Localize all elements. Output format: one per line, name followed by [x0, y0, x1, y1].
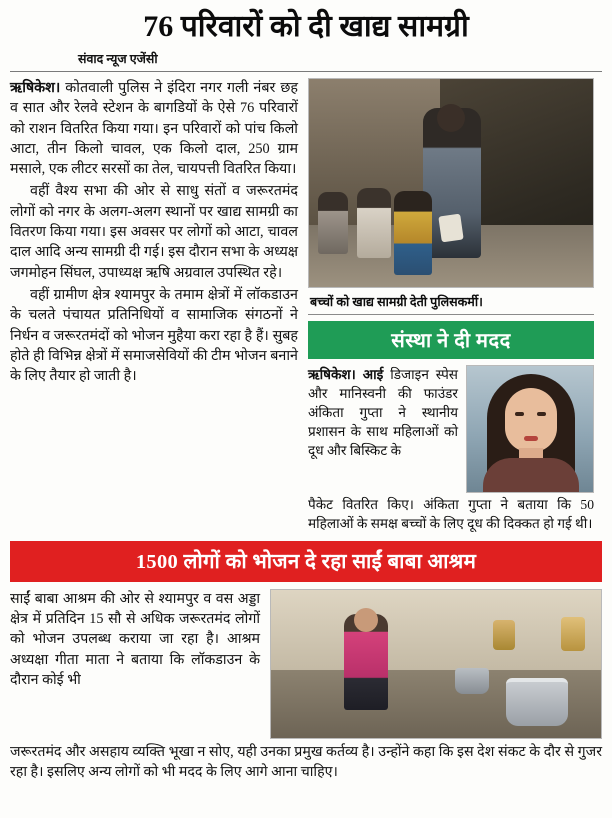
ashram-story-block	[10, 589, 602, 739]
divider-top	[10, 71, 602, 72]
page-title: 76 परिवारों को दी खाद्य सामग्री	[143, 10, 469, 43]
photo-1-child-b	[394, 191, 432, 275]
photo-2-face	[505, 388, 557, 452]
photo-2-eye-left	[515, 412, 524, 416]
paragraph-3: वहीं ग्रामीण क्षेत्र श्यामपुर के तमाम क्षेत्रों में लॉकडाउन के चलते पंचायत प्रतिनिधियों व सामाजिक संगठनों ने निर्धन व जरूरतमंदों को भोजन मुहैया करा रहा है हैं। सुबह होते ही विभिन्न क्षेत्रों में समाजसेवियों की टीम भोजन बनाने के लिए तैयार हो जाती है।	[10, 286, 298, 385]
paragraph-1-text: कोतवाली पुलिस ने इंदिरा नगर गली नंबर छह व सात और रेलवे स्टेशन के बागडियों के ऐसे 76 परिवारों को राशन वितरित किया गया। इन परिवारों को पांच किलो आटा, तीन किलो चावल, एक किलो दाल, 250 ग्राम मसाले, एक लीटर सरसों का तेल, चायपत्ती वितरित किया।	[10, 80, 298, 178]
photo-2-clothing	[483, 458, 579, 492]
photo-1-ration-bag	[438, 214, 463, 243]
photo-3-small-pot	[455, 668, 489, 694]
photo-ankita-gupta-portrait	[466, 365, 594, 493]
main-article-body	[10, 78, 298, 386]
photo-3-large-pot	[506, 678, 568, 726]
left-column	[10, 78, 298, 533]
paragraph-1	[10, 78, 298, 179]
ngo-story-text	[308, 365, 458, 493]
photo-1-child-a	[357, 188, 391, 258]
dateline: ऋषिकेश।	[10, 80, 61, 96]
ashram-paragraph: साईं बाबा आश्रम की ओर से श्यामपुर व वस अड्डा क्षेत्र में प्रतिदिन 15 सौ से अधिक जरूरतमंद लोगों को भोजन उपलब्ध कराया जा रहा है। आश्रम अध्यक्षा गीता माता ने बताया कि लॉकडाउन के दौरान कोई भी	[10, 591, 260, 688]
ngo-story-block	[308, 365, 594, 493]
ngo-text-after-photo: पैकेट वितरित किए। अंकिता गुप्ता ने बताया कि 50 महिलाओं के समक्ष बच्चों के लिए दूध की दिक्कत हो गई थी।	[308, 497, 594, 532]
headline-block	[10, 6, 602, 67]
ashram-story-text	[10, 589, 260, 739]
photo-1-caption: बच्चों को खाद्य सामग्री देती पुलिसकर्मी।	[308, 288, 594, 315]
byline: संवाद न्यूज एजेंसी	[78, 52, 158, 66]
ashram-story-tail	[10, 742, 602, 782]
main-columns	[10, 78, 602, 533]
ngo-paragraph	[308, 365, 458, 460]
photo-police-distributing-food	[308, 78, 594, 288]
ngo-text-before-photo: डिजाइन स्पेस और मानिस्वनी की फाउंडर अंकिता गुप्ता ने स्थानीय प्रशासन के साथ महिलाओं को दूध और बिस्किट के	[308, 367, 458, 459]
ngo-dateline: ऋषिकेश। आई	[308, 367, 384, 382]
ashram-tail-paragraph: जरूरतमंद और असहाय व्यक्ति भूखा न सोए, यही उनका प्रमुख कर्तव्य है। उन्होंने कहा कि इस देश संकट के दौर से गुजर रहा है। इसलिए अन्य लोगों को भी मदद के लिए आगे आना चाहिए।	[10, 744, 602, 781]
photo-2-eye-right	[537, 412, 546, 416]
paragraph-2: वहीं वैश्य सभा की ओर से साधु संतों व जरूरतमंद लोगों को नगर के अलग-अलग स्थानों पर खाद्य सामग्री का वितरण किया गया। इस अवसर पर लोगों को आटा, चावल दाल आदि अन्य सामग्री दी गई। इस दौरान सभा के अध्यक्ष जगमोहन सिंघल, उपाध्यक्ष ऋषि अग्रवाल उपस्थित रहे।	[10, 183, 298, 281]
photo-3-jar-right	[561, 617, 585, 651]
right-column	[308, 78, 594, 533]
photo-3-jar-center	[493, 620, 515, 650]
photo-ashram-kitchen	[270, 589, 602, 739]
photo-2-lips	[524, 436, 538, 441]
section-banner-ngo: संस्था ने दी मदद	[308, 321, 594, 359]
photo-3-volunteer	[344, 614, 388, 710]
section-banner-ashram: 1500 लोगों को भोजन दे रहा साईं बाबा आश्रम	[10, 541, 602, 582]
photo-1-child-c	[318, 192, 348, 254]
photo-3-wall	[271, 590, 601, 673]
